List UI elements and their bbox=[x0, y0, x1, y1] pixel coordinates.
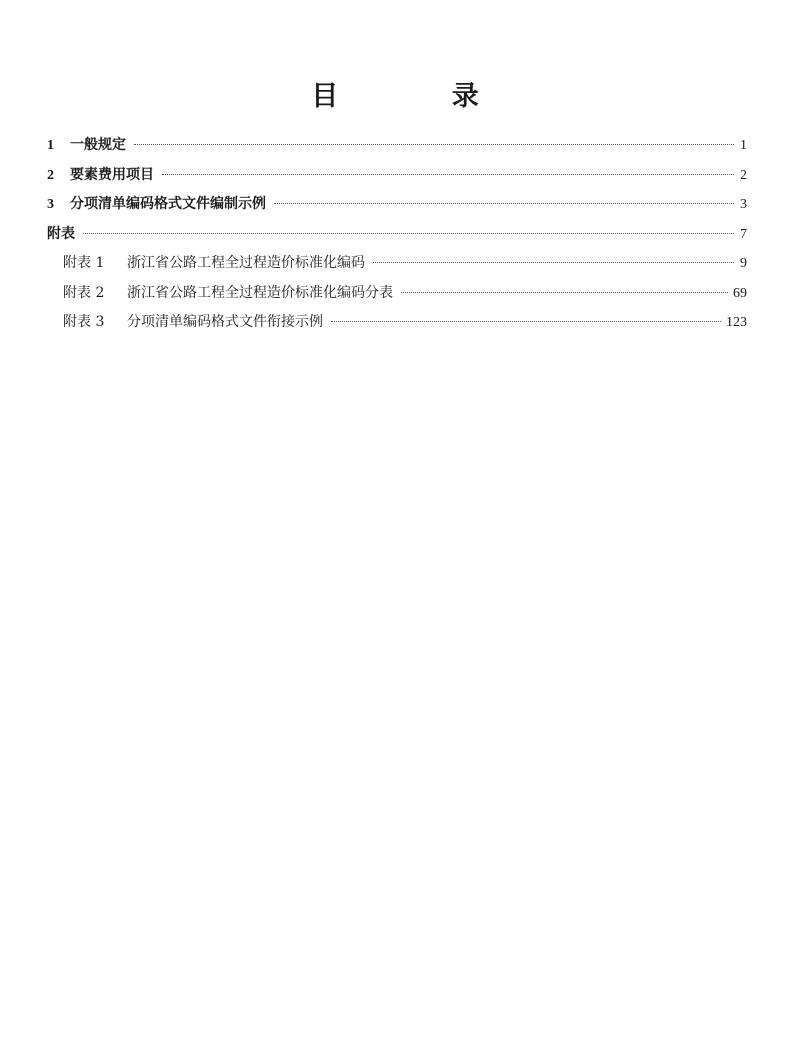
toc-entry-appendix[interactable] bbox=[47, 223, 747, 253]
dot-leader bbox=[134, 144, 734, 145]
toc-list bbox=[47, 134, 747, 341]
toc-entry-page: 1 bbox=[740, 138, 747, 153]
dot-leader bbox=[373, 262, 734, 263]
toc-entry-title: 要素费用项目 bbox=[70, 166, 154, 183]
toc-entry-number: 2 bbox=[47, 167, 54, 183]
toc-entry-appendix-3[interactable] bbox=[47, 311, 747, 341]
toc-entry-title: 分项清单编码格式文件编制示例 bbox=[70, 196, 266, 212]
toc-entry-appendix-2[interactable] bbox=[47, 282, 747, 312]
toc-entry-title: 分项清单编码格式文件衔接示例 bbox=[127, 314, 323, 330]
toc-entry-page: 3 bbox=[740, 197, 747, 212]
dot-leader bbox=[401, 292, 728, 293]
dot-leader bbox=[162, 174, 734, 175]
dot-leader bbox=[83, 233, 734, 234]
toc-entry-number: 附表 3 bbox=[63, 314, 105, 330]
dot-leader bbox=[274, 203, 734, 204]
toc-entry-title: 一般规定 bbox=[70, 137, 126, 153]
toc-entry-title: 浙江省公路工程全过程造价标准化编码 bbox=[127, 255, 365, 271]
toc-entry-title: 附表 bbox=[47, 225, 75, 242]
dot-leader bbox=[331, 321, 721, 322]
toc-entry-page: 2 bbox=[740, 167, 747, 183]
toc-entry-number: 3 bbox=[47, 197, 54, 212]
toc-entry-number: 1 bbox=[47, 138, 54, 153]
toc-entry-title: 浙江省公路工程全过程造价标准化编码分表 bbox=[127, 284, 393, 301]
toc-entry-1[interactable] bbox=[47, 134, 747, 164]
toc-entry-2[interactable] bbox=[47, 164, 747, 194]
toc-entry-number: 附表 2 bbox=[63, 284, 105, 301]
toc-entry-page: 9 bbox=[740, 256, 747, 271]
toc-entry-page: 69 bbox=[733, 285, 747, 301]
toc-entry-page: 7 bbox=[740, 226, 747, 242]
toc-entry-appendix-1[interactable] bbox=[47, 252, 747, 282]
toc-entry-page: 123 bbox=[726, 315, 747, 330]
toc-title: 目 录 bbox=[311, 81, 531, 112]
toc-entry-3[interactable] bbox=[47, 193, 747, 223]
toc-entry-number: 附表 1 bbox=[63, 255, 105, 271]
